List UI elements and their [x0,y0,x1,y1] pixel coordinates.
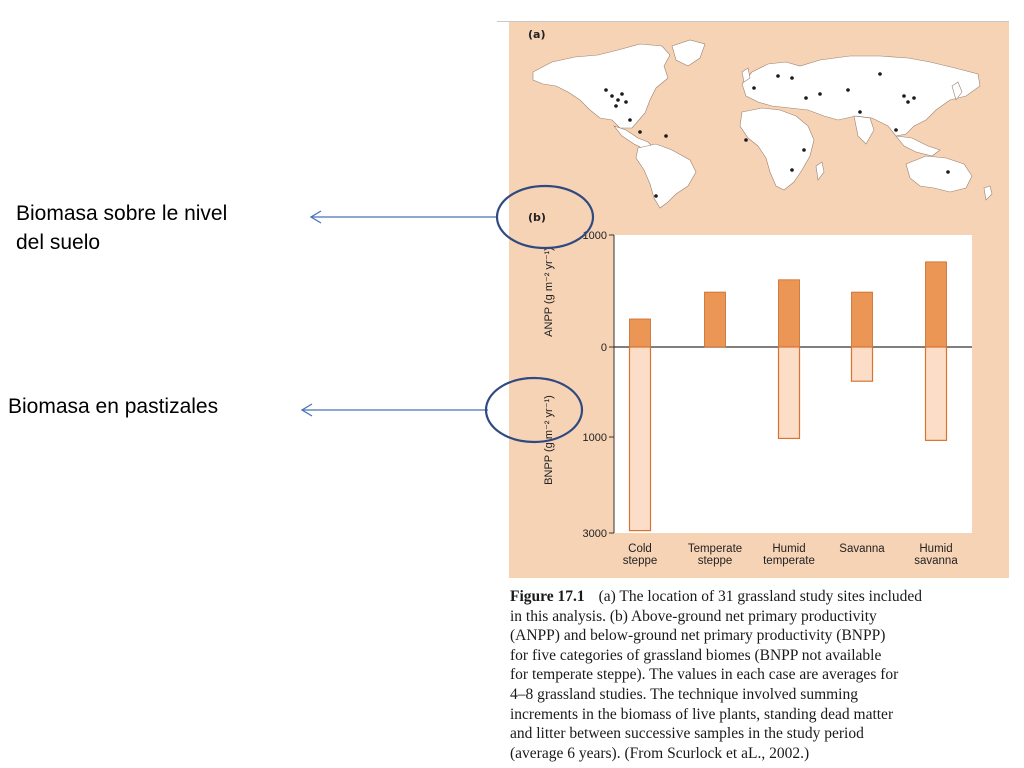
study-site-marker [878,72,882,76]
x-tick-label: steppe [622,555,658,567]
anpp-bar [705,292,726,347]
y-tick-label: 0 [600,342,607,354]
study-site-marker [638,130,642,134]
study-site-marker [620,92,624,96]
anpp-bar [926,262,947,347]
caption-line-2: (ANPP) and below-ground net primary productivity (BNPP) [510,627,886,645]
study-site-marker [610,94,614,98]
study-site-marker [912,96,916,100]
study-site-marker [946,170,950,174]
caption-line-5: 4–8 grassland studies. The technique involved summing [510,685,858,703]
x-tick-label: temperate [763,555,815,567]
anpp-bar [779,280,800,347]
study-site-marker [790,76,794,80]
study-site-marker [858,110,862,114]
panel-label-b: (b) [528,211,546,224]
y-axis-label-anpp: ANPP (g m⁻² yr⁻¹) [543,247,555,337]
study-site-marker [664,134,668,138]
figure-caption [510,587,1008,763]
caption-line-8: (average 6 years). (From Scurlock et aL., 2002.) [510,744,810,762]
figure-label: Figure 17.1 [510,588,585,605]
y-tick-label: 1000 [582,432,607,444]
y-tick-label: 1000 [582,230,607,242]
bnpp-bar [779,347,800,438]
y-tick-label: 3000 [582,528,607,540]
study-site-marker [802,148,806,152]
world-map [533,40,992,208]
study-site-marker [654,194,658,198]
y-axis-ticks [583,230,614,540]
caption-line-3: for five categories of grassland biomes (BNPP not available [510,646,882,664]
anpp-bar [852,292,873,347]
bnpp-bar [926,347,947,440]
x-tick-label: Humid [919,543,953,555]
x-tick-label: steppe [697,555,733,567]
southeast-asia-shape [896,136,940,156]
study-site-marker [604,88,608,92]
caption-line [510,587,1008,607]
study-site-marker [846,88,850,92]
study-site-marker [906,100,910,104]
caption-line-7: and litter between successive samples in the study period [510,725,864,743]
x-tick-label: Cold [628,543,652,555]
circle-panel-b [497,186,593,248]
study-site-marker [776,74,780,78]
study-site-marker [614,104,618,108]
south-america-shape [636,144,696,208]
annotation-grassland: Biomasa en pastizales [8,395,219,418]
bnpp-bar [630,347,651,531]
x-tick-label: Humid [772,543,806,555]
caption-line-4: for temperate steppe). The values in each case are averages for [510,666,899,684]
circle-bnpp-label [486,378,582,442]
bnpp-bar [852,347,873,381]
study-site-marker [790,168,794,172]
new-zealand-shape [984,186,992,200]
x-axis-labels [623,543,959,567]
study-site-marker [628,118,632,122]
study-site-marker [624,100,628,104]
greenland-shape [672,40,705,66]
india-shape [854,116,874,144]
study-site-marker [744,138,748,142]
x-tick-label: Savanna [839,543,885,555]
study-site-marker [752,86,756,90]
north-america-shape [533,44,670,128]
caption-line-6: increments in the biomass of live plants, standing dead matter [510,705,894,723]
caption-line-0: (a) The location of 31 grassland study sites included [598,588,923,605]
study-site-marker [894,128,898,132]
study-site-marker [804,96,808,100]
annotation-circles [486,186,593,442]
annotation-above-ground-line2: del suelo [16,231,101,254]
study-site-marker [818,92,822,96]
madagascar-shape [816,162,824,180]
bars [630,262,947,531]
study-site-marker [902,94,906,98]
study-site-marker [616,98,620,102]
chart [543,230,972,567]
x-tick-label: Temperate [687,543,743,555]
australia-shape [906,156,972,192]
panel-label-a: (a) [528,28,546,41]
anpp-bar [630,319,651,347]
x-tick-label: savanna [914,555,958,567]
annotation-above-ground-line1: Biomasa sobre le nivel [16,202,228,225]
annotation-arrows [302,211,497,416]
y-axis-label-bnpp: BNPP (g m⁻² yr⁻¹) [543,395,555,485]
caption-line-1: in this analysis. (b) Above-ground net primary productivity [510,607,877,625]
